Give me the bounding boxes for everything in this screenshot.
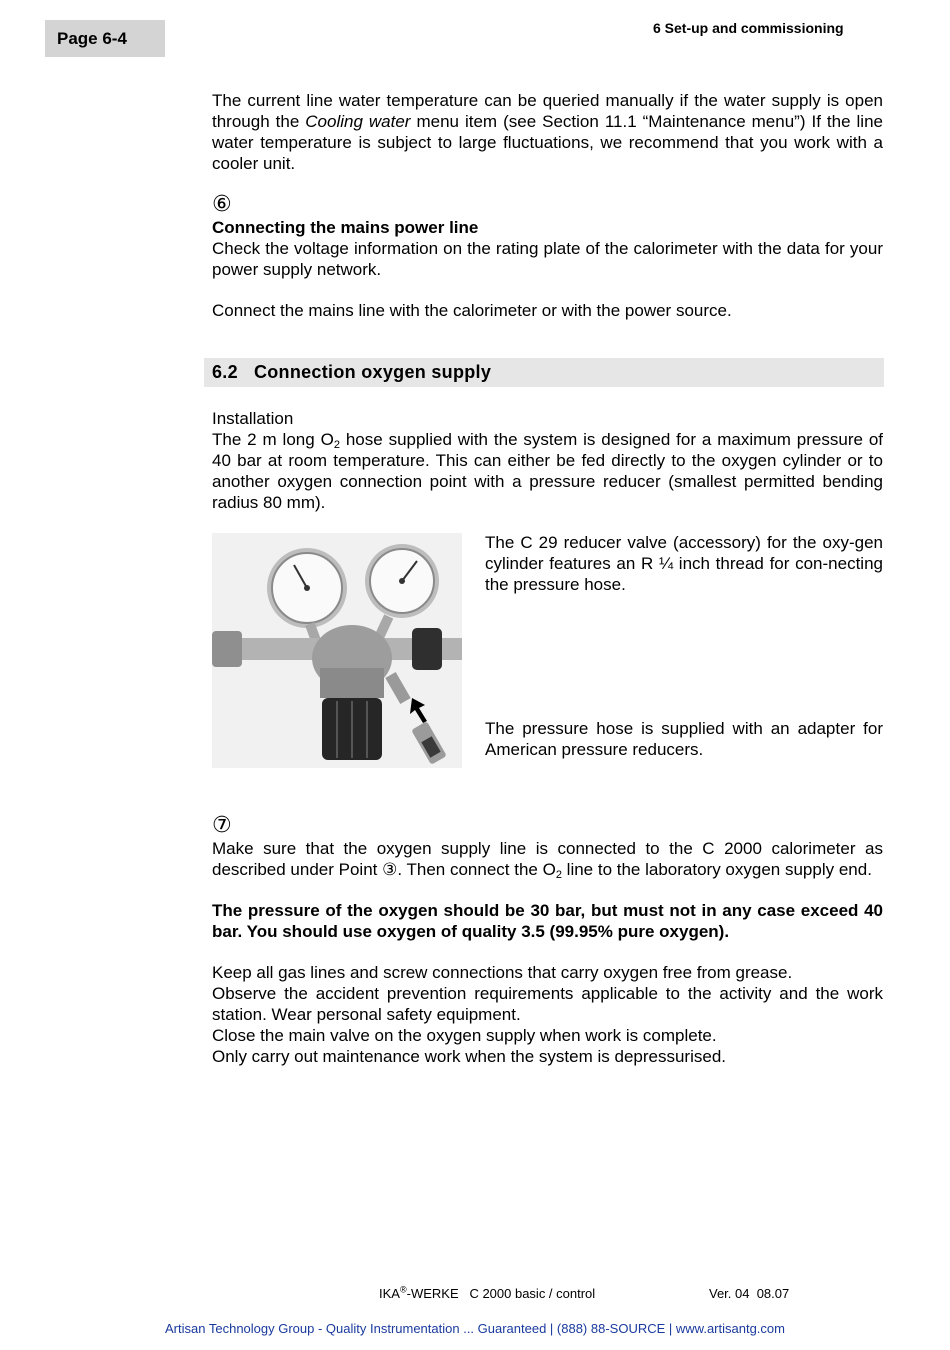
safety-line-3: Close the main valve on the oxygen supply when work is complete. [212, 1026, 717, 1045]
oxygen-pressure-warning: The pressure of the oxygen should be 30 bar, but must not in any case exceed 40 bar. You should use oxygen of quality 3.5 (99.95% pure oxygen). [212, 901, 883, 941]
safety-line-2: Observe the accident prevention requirements applicable to the activity and the work station. Wear personal safety equipment. [212, 984, 883, 1024]
step-6-paragraph-1: Check the voltage information on the rating plate of the calorimeter with the data for your power supply network. [212, 239, 883, 279]
section-heading [204, 358, 884, 387]
step-7-marker: ⑦ [212, 812, 232, 837]
step-7-block [212, 812, 883, 1067]
step-6-heading: Connecting the mains power line [212, 218, 479, 237]
step-6-marker: ⑥ [212, 191, 232, 216]
safety-line-4: Only carry out maintenance work when the system is depressurised. [212, 1047, 727, 1066]
pressure-reducer-illustration [212, 533, 462, 768]
step-6-paragraph-2: Connect the mains line with the calorimeter or with the power source. [212, 301, 732, 320]
safety-line-1: Keep all gas lines and screw connections that carry oxygen free from grease. [212, 963, 793, 982]
figure-caption-adapter: The pressure hose is supplied with an adapter for American pressure reducers. [485, 719, 883, 759]
installation-label: Installation [212, 409, 294, 428]
section-title: Connection oxygen supply [253, 362, 492, 382]
footer-version: Ver. 04 08.07 [709, 1286, 790, 1301]
chapter-title: 6 Set-up and commissioning [653, 20, 844, 36]
step-7-paragraph: Make sure that the oxygen supply line is connected to the C 2000 calorimeter as described under Point ③. Then connect the $O_2$ line to the laboratory oxygen supply end. [212, 839, 883, 881]
section-number: 6.2 [212, 362, 238, 382]
cooling-water-menu-item: Cooling water [305, 112, 411, 131]
installation-block [212, 408, 883, 513]
figure-caption-reducer-valve: The C 29 reducer valve (accessory) for the oxy-gen cylinder features an R ¼ inch thread for con-necting the pressure hose. [485, 533, 883, 594]
intro-block [212, 90, 883, 321]
installation-paragraph: The 2 m long $O_2$ hose supplied with the system is designed for a maximum pressure of 40 bar at room temperature. This can either be fed directly to the oxygen cylinder or to another oxygen connection point with a pressure reducer (smallest permitted bending radius 80 mm). [212, 430, 883, 512]
intro-paragraph: The current line water temperature can be queried manually if the water supply is open through the Cooling water menu item (see Section 11.1 “Maintenance menu”) If the line water temperature is subject to large fluctuations, we recommend that you work with a cooler unit. [212, 91, 883, 173]
artisan-banner-link[interactable]: Artisan Technology Group - Quality Instrumentation ... Guaranteed | (888) 88-SOURCE | www.artisantg.com [165, 1321, 785, 1336]
page-number-label: Page 6-4 [45, 20, 165, 57]
pressure-reducer-photo [212, 533, 462, 768]
footer-product: IKA®-WERKE C 2000 basic / control [379, 1284, 596, 1301]
